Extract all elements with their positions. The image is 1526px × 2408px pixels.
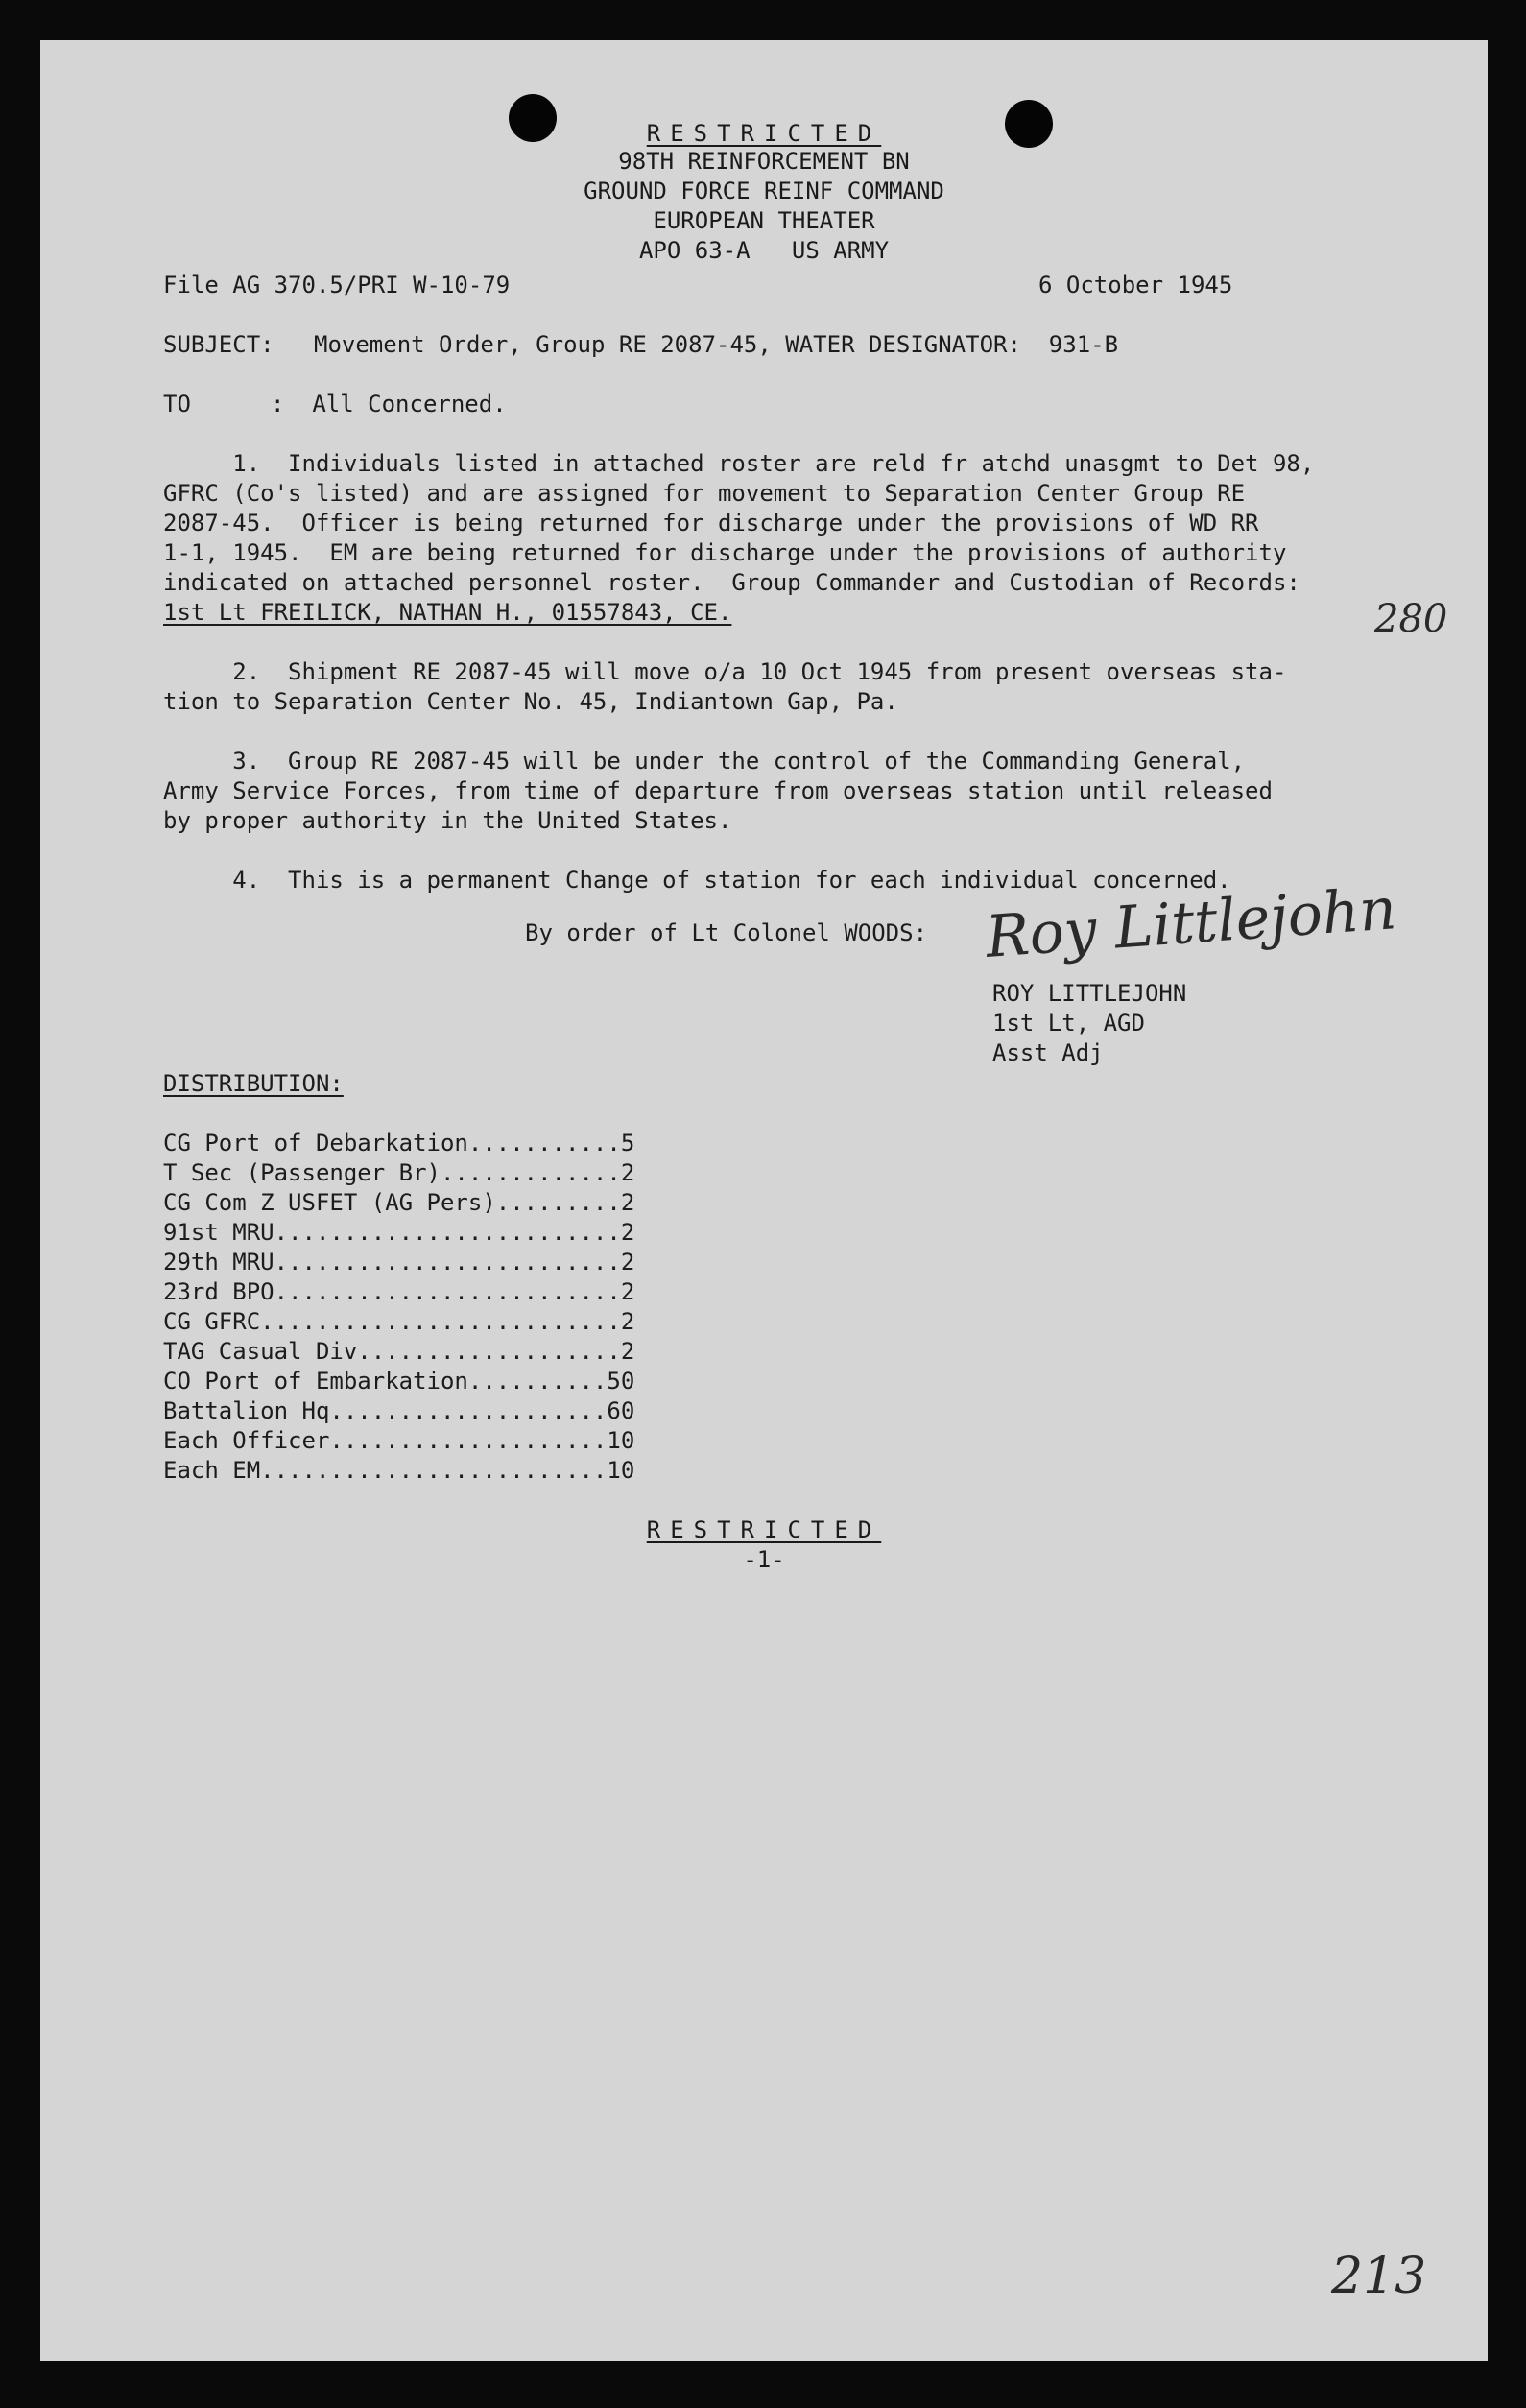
signer-name: ROY LITTLEJOHN xyxy=(992,980,1187,1007)
para1-line: 2087-45. Officer is being returned for discharge under the provisions of WD RR xyxy=(163,510,1259,536)
distribution-label: DISTRIBUTION: xyxy=(163,1070,344,1097)
para3-line: by proper authority in the United States. xyxy=(163,807,732,834)
to-label: TO xyxy=(163,391,191,417)
para3-line: 3. Group RE 2087-45 will be under the control of the Commanding General, xyxy=(163,748,1246,775)
distribution-item: Each Officer....................10 xyxy=(163,1427,635,1454)
para2-line: 2. Shipment RE 2087-45 will move o/a 10 Oct 1945 from present overseas sta- xyxy=(163,658,1287,685)
para4-line: 4. This is a permanent Change of station for each individual concerned. xyxy=(163,867,1231,894)
distribution-item: 29th MRU.........................2 xyxy=(163,1249,635,1276)
para2-line: tion to Separation Center No. 45, Indiantown Gap, Pa. xyxy=(163,688,898,715)
para1-line: GFRC (Co's listed) and are assigned for movement to Separation Center Group RE xyxy=(163,480,1246,507)
document-date: 6 October 1945 xyxy=(1038,272,1233,298)
group-commander-name: 1st Lt FREILICK, NATHAN H., 01557843, CE. xyxy=(163,599,732,626)
subject-text: Movement Order, Group RE 2087-45, WATER DESIGNATOR: 931-B xyxy=(314,331,1119,358)
distribution-item: TAG Casual Div...................2 xyxy=(163,1338,635,1365)
header-command: GROUND FORCE REINF COMMAND xyxy=(584,178,944,204)
distribution-item: Battalion Hq....................60 xyxy=(163,1397,635,1424)
distribution-item: CG GFRC..........................2 xyxy=(163,1308,635,1335)
classification-bottom: RESTRICTED xyxy=(646,1516,882,1543)
handwritten-signature: Roy Littlejohn xyxy=(984,875,1399,971)
distribution-item: 23rd BPO.........................2 xyxy=(163,1278,635,1305)
classification-top: RESTRICTED xyxy=(646,120,882,147)
header-unit: 98TH REINFORCEMENT BN xyxy=(618,148,910,175)
header-theater: EUROPEAN THEATER xyxy=(653,207,875,234)
para1-line: 1-1, 1945. EM are being returned for discharge under the provisions of authority xyxy=(163,539,1287,566)
distribution-item: CG Com Z USFET (AG Pers).........2 xyxy=(163,1189,635,1216)
distribution-item: CO Port of Embarkation..........50 xyxy=(163,1368,635,1395)
order-by: By order of Lt Colonel WOODS: xyxy=(525,919,928,946)
signer-title: Asst Adj xyxy=(992,1039,1104,1066)
corner-page-number: 213 xyxy=(1331,2248,1427,2305)
signer-rank: 1st Lt, AGD xyxy=(992,1010,1145,1037)
document-page xyxy=(40,40,1488,2361)
distribution-item: Each EM.........................10 xyxy=(163,1457,635,1484)
para1-line: indicated on attached personnel roster. Group Commander and Custodian of Records: xyxy=(163,569,1300,596)
distribution-item: 91st MRU.........................2 xyxy=(163,1219,635,1246)
header-apo: APO 63-A US ARMY xyxy=(638,237,890,264)
margin-note: 280 xyxy=(1374,597,1448,641)
distribution-item: T Sec (Passenger Br).............2 xyxy=(163,1159,635,1186)
file-reference: File AG 370.5/PRI W-10-79 xyxy=(163,272,511,298)
subject-label: SUBJECT: xyxy=(163,331,274,358)
distribution-item: CG Port of Debarkation...........5 xyxy=(163,1130,635,1156)
para3-line: Army Service Forces, from time of departure from overseas station until released xyxy=(163,777,1273,804)
page-number: -1- xyxy=(743,1546,785,1573)
to-text: : All Concerned. xyxy=(271,391,507,417)
para1-line: 1. Individuals listed in attached roster are reld fr atchd unasgmt to Det 98, xyxy=(163,450,1315,477)
